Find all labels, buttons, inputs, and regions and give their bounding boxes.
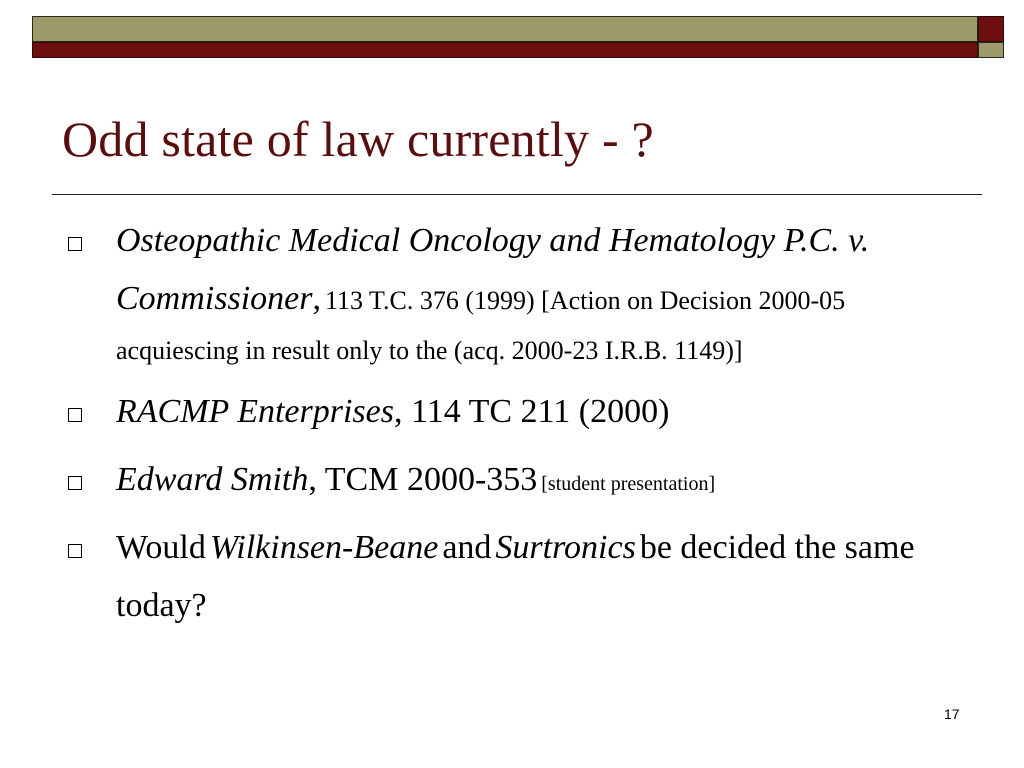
question-middle: and (442, 529, 492, 566)
case-citation: 113 T.C. 376 (1999) [Action on Decision 2000-05 acquiescing in result only to the (acq. 2000-23 I.R.B. 1149)] (116, 286, 846, 365)
case-name: Osteopathic Medical Oncology and Hematology P.C. v. Commissioner (116, 222, 870, 317)
bullet-list (62, 212, 962, 645)
header-square-olive (978, 42, 1004, 58)
case-name-a: Wilkinsen-Beane (209, 529, 439, 566)
question-prefix: Would (116, 529, 206, 566)
header-bar-maroon (32, 42, 978, 58)
case-name-b: Surtronics (495, 529, 636, 566)
case-note: [student presentation] (541, 473, 716, 495)
square-bullet-icon (68, 544, 82, 558)
bullet-item-osteopathic (62, 212, 962, 373)
header-square-maroon (978, 16, 1004, 42)
square-bullet-icon (68, 476, 82, 490)
page-number: 17 (944, 706, 960, 722)
square-bullet-icon (68, 237, 82, 251)
bullet-item-edward-smith (62, 451, 962, 509)
case-citation: , TCM 2000-353 (308, 461, 538, 498)
bullet-item-racmp (62, 383, 962, 441)
case-citation: , 114 TC 211 (2000) (393, 393, 670, 430)
square-bullet-icon (68, 408, 82, 422)
bullet-item-question (62, 519, 962, 635)
case-name: RACMP Enterprises (116, 393, 394, 430)
title-divider (52, 194, 982, 195)
case-comma: , (312, 280, 321, 317)
header-bar-olive (32, 16, 978, 42)
question-suffix: be decided the same today? (116, 529, 915, 624)
case-name: Edward Smith (116, 461, 309, 498)
slide-title: Odd state of law currently - ? (62, 111, 654, 167)
